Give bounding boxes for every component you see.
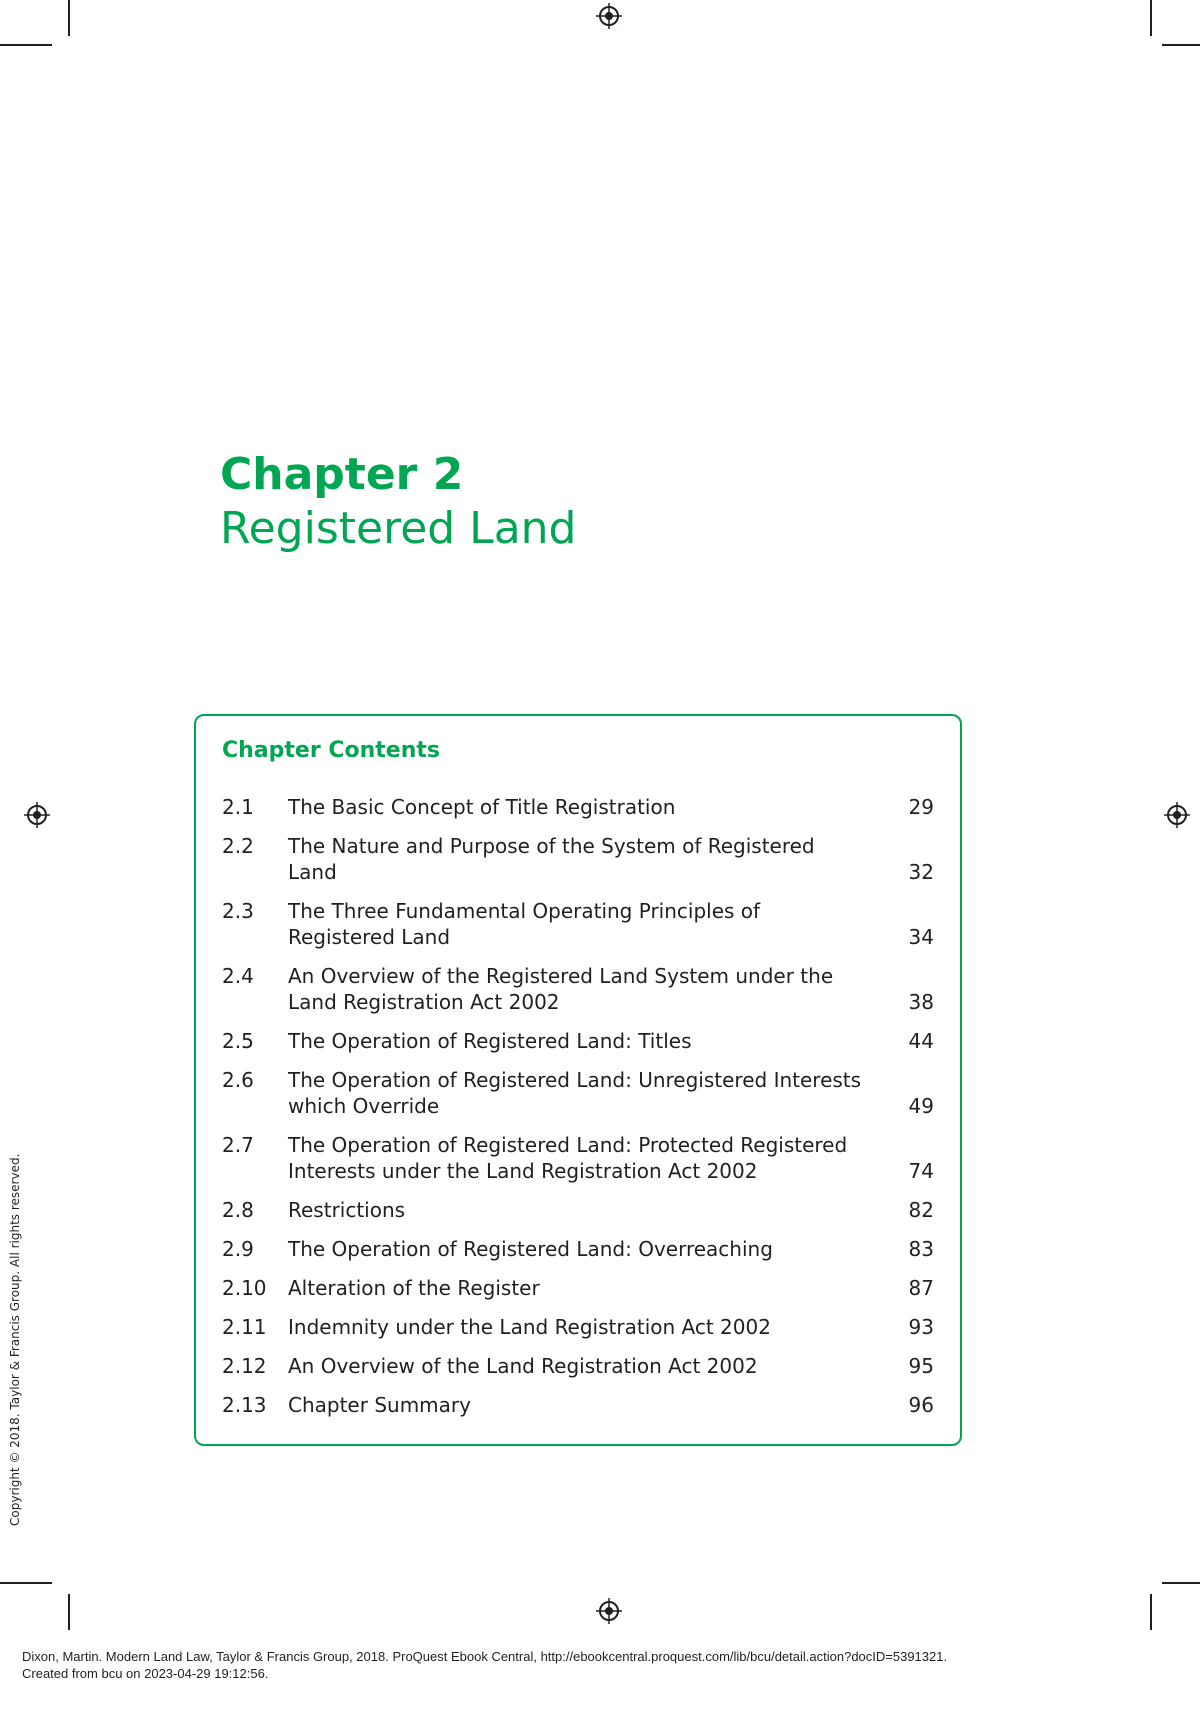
registration-target-icon — [1164, 802, 1190, 828]
toc-number: 2.11 — [222, 1315, 267, 1339]
crop-mark — [68, 0, 70, 36]
toc-entry[interactable] — [222, 963, 934, 1015]
citation-created-line: Created from bcu on 2023-04-29 19:12:56. — [22, 1666, 269, 1681]
toc-page: 95 — [908, 1354, 934, 1378]
contents-heading: Chapter Contents — [222, 738, 440, 763]
toc-number: 2.6 — [222, 1068, 254, 1092]
chapter-label: Chapter 2 — [220, 449, 464, 500]
copyright-notice: Copyright © 2018. Taylor & Francis Group. All rights reserved. — [8, 1153, 22, 1526]
toc-page: 82 — [908, 1198, 934, 1222]
crop-mark — [1150, 0, 1152, 36]
toc-entry[interactable] — [222, 1353, 934, 1379]
registration-target-icon — [24, 802, 50, 828]
toc-number: 2.1 — [222, 795, 254, 819]
toc-page: 96 — [908, 1393, 934, 1417]
toc-page: 87 — [908, 1276, 934, 1300]
toc-entry[interactable] — [222, 1197, 934, 1223]
crop-mark — [0, 1582, 52, 1584]
registration-target-icon — [596, 1598, 622, 1624]
toc-entry[interactable] — [222, 1314, 934, 1340]
toc-number: 2.7 — [222, 1133, 254, 1157]
crop-mark — [68, 1594, 70, 1630]
toc-title: Alteration of the Register — [288, 1276, 540, 1300]
toc-title: Indemnity under the Land Registration Act 2002 — [288, 1315, 771, 1339]
toc-page: 44 — [908, 1029, 934, 1053]
toc-title: The Operation of Registered Land: Titles — [288, 1029, 692, 1053]
chapter-contents-box — [194, 714, 962, 1446]
toc-page: 29 — [908, 795, 934, 819]
toc-title: The Operation of Registered Land: Protected Registered Interests under the Land Registration Act 2002 — [288, 1133, 848, 1183]
toc-entry[interactable] — [222, 833, 934, 885]
crop-mark — [0, 44, 52, 46]
toc-number: 2.13 — [222, 1393, 267, 1417]
crop-mark — [1162, 1582, 1200, 1584]
toc-title: The Operation of Registered Land: Overreaching — [288, 1237, 773, 1261]
toc-title: An Overview of the Land Registration Act 2002 — [288, 1354, 758, 1378]
toc-entry[interactable] — [222, 1028, 934, 1054]
toc-page: 34 — [908, 925, 934, 949]
citation-footer — [22, 1648, 947, 1682]
toc-entry[interactable] — [222, 1067, 934, 1119]
toc-number: 2.12 — [222, 1354, 267, 1378]
toc-title: The Basic Concept of Title Registration — [288, 795, 676, 819]
toc-title: The Three Fundamental Operating Principles of Registered Land — [288, 899, 761, 949]
crop-mark — [1162, 44, 1200, 46]
toc-title: An Overview of the Registered Land System under the Land Registration Act 2002 — [288, 964, 834, 1014]
toc-entry[interactable] — [222, 794, 934, 820]
toc-number: 2.4 — [222, 964, 254, 988]
chapter-heading — [220, 448, 576, 556]
toc-title: The Operation of Registered Land: Unregistered Interests which Override — [288, 1068, 862, 1118]
chapter-title: Registered Land — [220, 503, 577, 554]
toc-number: 2.2 — [222, 834, 254, 858]
toc-entry[interactable] — [222, 1236, 934, 1262]
toc-number: 2.5 — [222, 1029, 254, 1053]
toc-page: 32 — [908, 860, 934, 884]
toc-number: 2.9 — [222, 1237, 254, 1261]
toc-page: 83 — [908, 1237, 934, 1261]
toc-page: 74 — [908, 1159, 934, 1183]
toc-number: 2.10 — [222, 1276, 267, 1300]
registration-target-icon — [596, 3, 622, 29]
toc-entry[interactable] — [222, 1392, 934, 1418]
toc-number: 2.3 — [222, 899, 254, 923]
toc-page: 93 — [908, 1315, 934, 1339]
toc-title: Chapter Summary — [288, 1393, 471, 1417]
toc-title: The Nature and Purpose of the System of Registered Land — [288, 834, 815, 884]
toc-entry[interactable] — [222, 1132, 934, 1184]
toc-entry[interactable] — [222, 898, 934, 950]
citation-line: Dixon, Martin. Modern Land Law, Taylor & Francis Group, 2018. ProQuest Ebook Central, http://ebookcentral.proquest.com/lib/bcu/detail.action?docID=5391321. — [22, 1649, 948, 1664]
toc-title: Restrictions — [288, 1198, 406, 1222]
toc-number: 2.8 — [222, 1198, 254, 1222]
toc-page: 38 — [908, 990, 934, 1014]
toc-entry[interactable] — [222, 1275, 934, 1301]
crop-mark — [1150, 1594, 1152, 1630]
toc-page: 49 — [908, 1094, 934, 1118]
